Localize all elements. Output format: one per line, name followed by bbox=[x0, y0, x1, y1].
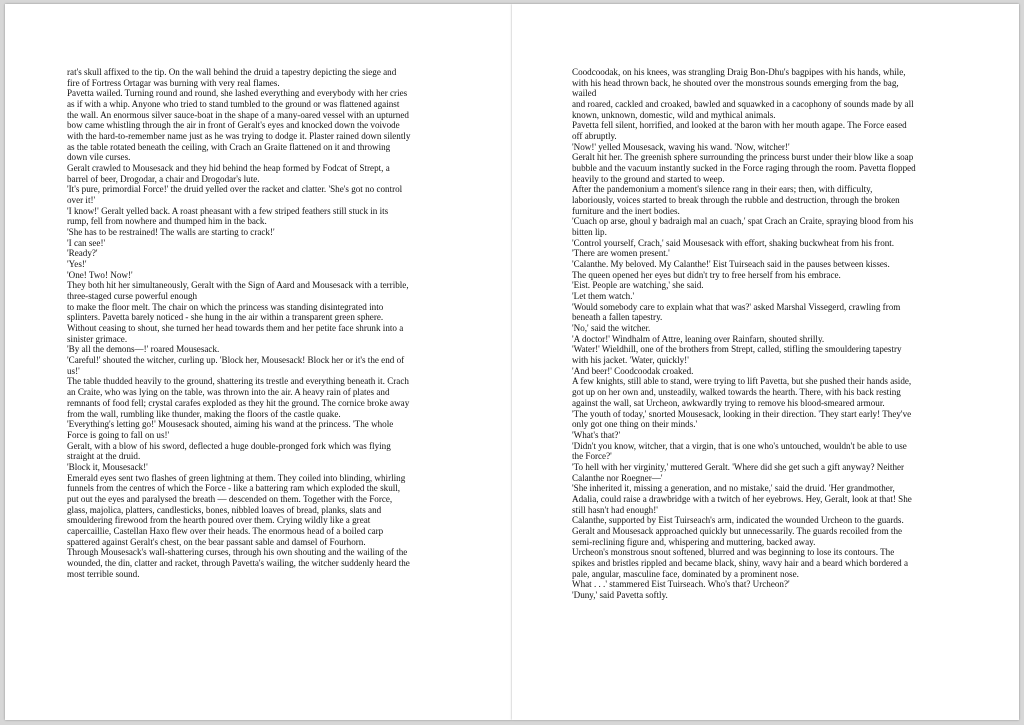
text-line: an Craite, who was lying on the table, was thrown into the air. A heavy rain of plates and bbox=[67, 387, 390, 398]
text-line: Geralt crawled to Mousesack and they hid behind the heap formed by Fodcat of Strept, a bbox=[67, 163, 390, 174]
text-line: spikes and bristles rippled and became black, shiny, wavy hair and a beard which bordered a bbox=[572, 557, 909, 568]
text-line: After the pandemonium a moment's silence rang in their ears; then, with difficulty, bbox=[572, 184, 873, 195]
text-line: beneath a fallen tapestry. bbox=[572, 312, 663, 323]
text-line: splinters. Pavetta barely noticed - she hung in the air within a transparent green sphere. bbox=[67, 312, 384, 323]
text-line: Adalia, could raise a drawbridge with a twitch of her eyebrows. Hey, Geralt, look at that! She bbox=[572, 493, 912, 504]
text-line: 'Would somebody care to explain what that was?' asked Marshal Vissegerd, crawling from bbox=[572, 301, 901, 312]
text-line: as if with a whip. Anyone who tried to stand tumbled to the ground or was flattened against bbox=[67, 99, 400, 110]
text-line: pale, angular, masculine face, dominated by a prominent nose. bbox=[572, 568, 799, 579]
text-line: Calanthe nor Roegner—' bbox=[572, 472, 663, 483]
text-line: most terrible sound. bbox=[67, 568, 140, 579]
text-line: down vile curses. bbox=[67, 152, 131, 163]
document-page-left bbox=[5, 4, 512, 720]
text-line: 'It's pure, primordial Force!' the druid yelled over the racket and clatter. 'She's got no control bbox=[67, 184, 403, 195]
text-line: bow came whistling through the air in front of Geralt's eyes and knocked down the voivode bbox=[67, 120, 400, 131]
text-line: 'She has to be restrained! The walls are starting to crack!' bbox=[67, 227, 275, 238]
text-line: rump, fell from nowhere and thumped him in the back. bbox=[67, 216, 267, 227]
text-line: smouldering firewood from the hearth poured over them. Crying wildly like a great bbox=[67, 515, 371, 526]
text-line: straight at the druid. bbox=[67, 451, 141, 462]
text-line: 'Cuach op arse, ghoul y badraigh mal an cuach,' spat Crach an Craite, spraying blood from his bbox=[572, 216, 914, 227]
text-line: got up on her own and, unsteadily, walked towards the hearth. There, with his back resting bbox=[572, 387, 901, 398]
text-line: Pavetta wailed. Turning round and round, she lashed everything and everybody with her cries bbox=[67, 88, 408, 99]
text-line: 'One! Two! Now!' bbox=[67, 269, 133, 280]
text-line: 'A doctor!' Windhalm of Attre, leaning over Rainfarn, shouted shrilly. bbox=[572, 333, 825, 344]
text-line: 'I know!' Geralt yelled back. A roast pheasant with a few striped feathers still stuck in its bbox=[67, 205, 389, 216]
text-line: Force is going to fall on us!' bbox=[67, 429, 170, 440]
text-line: with his head thrown back, he shouted over the monstrous sounds emerging from the bag, bbox=[572, 77, 899, 88]
text-line: as the table rotated beneath the ceiling, with Crach an Graite flattened on it and throwing bbox=[67, 141, 391, 152]
text-line: Urcheon's monstrous snout softened, blurred and was beginning to lose its contours. The bbox=[572, 547, 895, 558]
text-line: the Force?' bbox=[572, 451, 612, 462]
text-line: A few knights, still able to stand, were trying to lift Pavetta, but she pushed their hands aside, bbox=[572, 376, 912, 387]
text-line: fire of Fortress Ortagar was burning with very real flames. bbox=[67, 77, 280, 88]
text-line: Pavetta fell silent, horrified, and looked at the baron with her mouth agape. The Force eased bbox=[572, 120, 907, 131]
page-text bbox=[67, 67, 410, 579]
text-line: to make the floor melt. The chair on which the princess was standing disintegrated into bbox=[67, 301, 384, 312]
text-line: 'Careful!' shouted the witcher, curling up. 'Block her, Mousesack! Block her or it's the end of bbox=[67, 355, 405, 366]
text-line: Coodcoodak, on his knees, was strangling Draig Bon-Dhu's bagpipes with his hands, while, bbox=[572, 67, 906, 77]
text-line: funnels from the centres of which the Force - like a battering ram which exploded the skull, bbox=[67, 483, 401, 494]
text-line: 'Block it, Mousesack!' bbox=[67, 461, 148, 472]
text-line: 'By all the demons—!' roared Mousesack. bbox=[67, 344, 220, 355]
text-line: us!' bbox=[67, 365, 80, 376]
text-line: What . . .' stammered Eist Tuirseach. Who's that? Urcheon?' bbox=[572, 579, 790, 590]
text-line: rat's skull affixed to the tip. On the wall behind the druid a tapestry depicting the siege and bbox=[67, 67, 397, 77]
text-line: Geralt hit her. The greenish sphere surrounding the princess burst under their blow like a soap bbox=[572, 152, 914, 163]
text-line: spattered against Geralt's chest, on the bear passant sable and damsel of Fourhorn. bbox=[67, 536, 366, 547]
text-line: 'Yes!' bbox=[67, 259, 87, 270]
text-line: 'She inherited it, missing a generation, and no mistake,' said the druid. 'Her grandmother, bbox=[572, 483, 895, 494]
text-line: 'Eist. People are watching,' she said. bbox=[572, 280, 704, 291]
text-line: sinister grimace. bbox=[67, 333, 128, 344]
text-line: The queen opened her eyes but didn't try to free herself from his embrace. bbox=[572, 269, 841, 280]
text-line: semi-reclining figure and, whispering and muttering, backed away. bbox=[572, 536, 816, 547]
text-line: Calanthe, supported by Eist Tuirseach's arm, indicated the wounded Urcheon to the guards. bbox=[572, 515, 904, 526]
text-line: Through Mousesack's wall-shattering curses, through his own shouting and the wailing of the bbox=[67, 547, 408, 558]
text-line: Geralt, with a blow of his sword, deflected a huge double-pronged fork which was flying bbox=[67, 440, 391, 451]
text-line: 'And beer!' Coodcoodak croaked. bbox=[572, 365, 694, 376]
text-line: 'Water!' Wieldhill, one of the brothers from Strept, called, stifling the smouldering tapestry bbox=[572, 344, 902, 355]
page-text bbox=[572, 67, 916, 601]
text-line: the wall. An enormous silver sauce-boat in the shape of a many-oared vessel with an upturned bbox=[67, 109, 409, 120]
text-line: Without ceasing to shout, she turned her head towards them and her petite face shrunk into a bbox=[67, 323, 404, 334]
text-line: They both hit her simultaneously, Geralt with the Sign of Aard and Mousesack with a terrible, bbox=[67, 280, 409, 291]
text-line: barrel of beer, Drogodar, a chair and Drogodar's lute. bbox=[67, 173, 260, 184]
text-line: 'No,' said the witcher. bbox=[572, 323, 651, 334]
text-line: Geralt and Mousesack approached quickly but unnecessarily. The guards recoiled from the bbox=[572, 525, 903, 536]
text-line: 'Ready?' bbox=[67, 248, 98, 259]
text-line: only got one thing on their minds.' bbox=[572, 419, 698, 430]
text-line: 'Everything's letting go!' Mousesack shouted, aiming his wand at the princess. 'The whole bbox=[67, 419, 394, 430]
text-line: still hasn't had enough!' bbox=[572, 504, 658, 515]
text-line: capercaillie, Castellan Haxo flew over their heads. The enormous head of a boiled carp bbox=[67, 525, 384, 536]
text-line: known, unknown, domestic, wild and mythical animals. bbox=[572, 109, 776, 120]
text-line: over it!' bbox=[67, 195, 96, 206]
text-line: 'Calanthe. My beloved. My Calanthe!' Eist Tuirseach said in the pauses between kisses. bbox=[572, 259, 890, 270]
text-line: 'Didn't you know, witcher, that a virgin, that is one who's untouched, wouldn't be able to use bbox=[572, 440, 907, 451]
text-line: 'Now!' yelled Mousesack, waving his wand. 'Now, witcher!' bbox=[572, 141, 790, 152]
text-line: off abruptly. bbox=[572, 131, 617, 142]
text-line: Emerald eyes sent two flashes of green lightning at them. They coiled into blinding, whirling bbox=[67, 472, 406, 483]
text-line: wailed bbox=[572, 88, 597, 99]
text-line: from the wall, rumbling like thunder, making the floors of the castle quake. bbox=[67, 408, 341, 419]
text-line: wounded, the din, clatter and racket, through Pavetta's wailing, the witcher suddenly heard the bbox=[67, 557, 410, 568]
text-line: 'There are women present.' bbox=[572, 248, 670, 259]
text-line: 'Duny,' said Pavetta softly. bbox=[572, 589, 668, 600]
text-line: against the wall, sat Urcheon, awkwardly trying to remove his blood-smeared armour. bbox=[572, 397, 885, 408]
text-line: 'The youth of today,' snorted Mousesack, looking in their direction. 'They start early! They've bbox=[572, 408, 912, 419]
text-line: bitten lip. bbox=[572, 227, 607, 238]
text-line: and roared, cackled and croaked, bawled and squawked in a cacophony of sounds made by all bbox=[572, 99, 914, 110]
text-line: heavily to the ground and started to weep. bbox=[572, 173, 725, 184]
text-line: The table thudded heavily to the ground, shattering its trestle and everything beneath it. Crach bbox=[67, 376, 409, 387]
text-line: 'What's that?' bbox=[572, 429, 621, 440]
text-line: 'To hell with her virginity,' muttered Geralt. 'Where did she get such a gift anyway? Neither bbox=[572, 461, 905, 472]
text-line: with his jacket. 'Water, quickly!' bbox=[572, 355, 689, 366]
text-line: glass, majolica, platters, candlesticks, bones, nibbled loaves of bread, planks, slats and bbox=[67, 504, 382, 515]
text-line: put out the eyes and paralysed the breath — descended on them. Together with the Force, bbox=[67, 493, 393, 504]
text-line: remnants of food fell; crystal carafes exploded as they hit the ground. The cornice broke away bbox=[67, 397, 410, 408]
document-page-right bbox=[512, 4, 1019, 720]
text-line: three-staged curse powerful enough bbox=[67, 291, 198, 302]
text-line: 'I can see!' bbox=[67, 237, 106, 248]
text-line: 'Let them watch.' bbox=[572, 291, 635, 302]
text-line: 'Control yourself, Crach,' said Mousesack with effort, shaking buckwheat from his front. bbox=[572, 237, 895, 248]
text-line: laboriously, voices started to break through the rubble and destruction, through the broken bbox=[572, 195, 900, 206]
text-line: bubble and the vacuum instantly sucked in the Force raging through the room. Pavetta flopped bbox=[572, 163, 916, 174]
text-line: with the hard-to-remember name just as he was trying to dodge it. Plaster rained down silently bbox=[67, 131, 411, 142]
text-line: furniture and the inert bodies. bbox=[572, 205, 680, 216]
